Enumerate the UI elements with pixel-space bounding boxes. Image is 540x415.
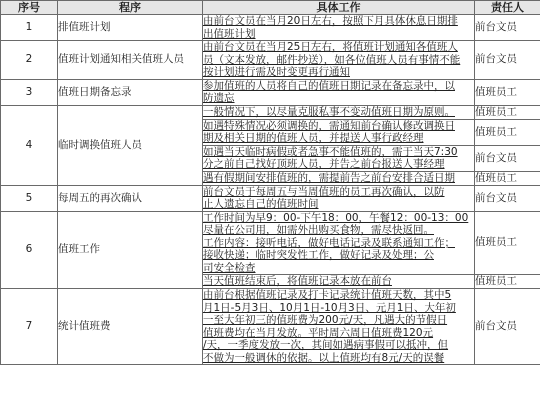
procedure-cell: 统计值班费 [58, 289, 203, 365]
table-row [1, 185, 540, 211]
detail-line: 由前台根据值班记录及打卡记录统计值班天数，其中5 [203, 289, 452, 301]
table-header-row [1, 1, 540, 15]
detail-line: 止人遗忘自己的值班时间 [203, 198, 319, 210]
table-row [1, 211, 540, 275]
header-no: 序号 [1, 1, 58, 15]
header-procedure: 程序 [58, 1, 203, 15]
procedure-cell: 临时调换值班人员 [58, 105, 203, 185]
detail-line: 由前台文员在当月20日左右，按照下月具体休息日期排 [203, 15, 458, 27]
detail-line: 司安全检查 [203, 261, 256, 274]
detail-cell [203, 185, 475, 211]
owner-cell: 值班员工 [475, 119, 540, 145]
detail-line: 由前台文员在当月25日左右，将值班计划通知各值班人 [203, 41, 458, 53]
detail-cell [203, 105, 475, 119]
detail-line: 一般情况下，以尽量克服私事不变动值班日期为原则。 [203, 105, 455, 118]
owner-cell: 前台文员 [475, 289, 540, 365]
detail-cell [203, 15, 475, 41]
detail-line: 工作内容：接听电话，做好电话记录及联系通知工作； [203, 236, 455, 249]
procedure-cell: 每周五的再次确认 [58, 185, 203, 211]
detail-cell [203, 119, 475, 145]
detail-cell [203, 211, 475, 275]
row-number: 1 [1, 15, 58, 41]
detail-line: 不做为一般调休的依据。以上值班均有8元/天的误餐 [203, 351, 445, 364]
table-body [1, 15, 540, 365]
detail-line: 如遇当天临时病假或者急事不能值班的，需于当天7:30 [203, 145, 458, 158]
table-row [1, 289, 540, 365]
table-row [1, 79, 540, 105]
table-row [1, 105, 540, 119]
owner-cell: 值班员工 [475, 171, 540, 185]
header-owner: 责任人 [475, 1, 540, 15]
detail-line: /天，一季度发放一次，其间如遇病事假可以抵冲，但 [203, 339, 449, 351]
detail-cell [203, 79, 475, 105]
owner-cell: 前台文员 [475, 15, 540, 41]
owner-cell: 值班员工 [475, 105, 540, 119]
procedure-cell: 排值班计划 [58, 15, 203, 41]
procedure-cell: 值班日期备忘录 [58, 79, 203, 105]
owner-cell: 前台文员 [475, 41, 540, 80]
detail-line: 按计划进行需及时变更再行通知 [203, 66, 350, 78]
detail-line: 遇有假期间安排值班的，需提前告之前台安排合适日期 [203, 171, 455, 184]
detail-line: 参加值班的人员将自己的值班日期记录在备忘录中，以 [203, 79, 455, 92]
detail-cell [203, 145, 475, 171]
detail-line: 值班费均在当月发放。平时周六周日值班费120元 [203, 326, 434, 339]
table-row [1, 15, 540, 41]
detail-cell [203, 289, 475, 365]
detail-cell [203, 41, 475, 80]
detail-line: 尽量在公司用，如需外出购买食物，需尽快返回。 [203, 224, 434, 236]
owner-cell: 前台文员 [475, 145, 540, 171]
owner-cell: 前台文员 [475, 185, 540, 211]
row-number: 2 [1, 41, 58, 80]
row-number: 7 [1, 289, 58, 365]
detail-cell [203, 171, 475, 185]
detail-line: 一至大年初三的值班费为200元/天，凡遇大的节假日 [203, 314, 448, 326]
detail-line: 工作时间为早9：00-下午18：00，午餐12：00-13：00 [203, 211, 469, 224]
owner-cell: 值班员工 [475, 275, 540, 289]
detail-line: 员（文本发放，邮件抄送），如各位值班人员有事情不能 [203, 53, 461, 66]
detail-line: 出值班计划 [203, 27, 256, 40]
procedure-cell: 值班工作 [58, 211, 203, 289]
detail-line: 当天值班结束后，将值班记录本放在前台 [203, 275, 392, 288]
procedure-cell: 值班计划通知相关值班人员 [58, 41, 203, 80]
detail-line: 前台文员于每周五与当周值班的员工再次确认，以防 [203, 185, 445, 198]
detail-line: 接收快递；临时突发性工作，做好记录及处理；公 [203, 249, 434, 261]
owner-cell: 值班员工 [475, 79, 540, 105]
row-number: 6 [1, 211, 58, 289]
detail-line: 分之前自己找好顶班人员，并告之前台报送人事经理 [203, 158, 445, 170]
row-number: 4 [1, 105, 58, 185]
table-row [1, 41, 540, 80]
row-number: 5 [1, 185, 58, 211]
detail-line: 防遗忘 [203, 92, 235, 104]
row-number: 3 [1, 79, 58, 105]
detail-line: 期及相关日期的值班人员，并提送人事行政经理 [203, 132, 424, 144]
detail-cell [203, 275, 475, 289]
detail-line: 如遇特殊情况必须调换的，需通知前台确认修改调换日 [203, 119, 455, 132]
owner-cell: 值班员工 [475, 211, 540, 275]
header-details: 具体工作 [203, 1, 475, 15]
detail-line: 月1日-5月3日、10月1日-10月3日、元月1日、大年初 [203, 301, 456, 314]
